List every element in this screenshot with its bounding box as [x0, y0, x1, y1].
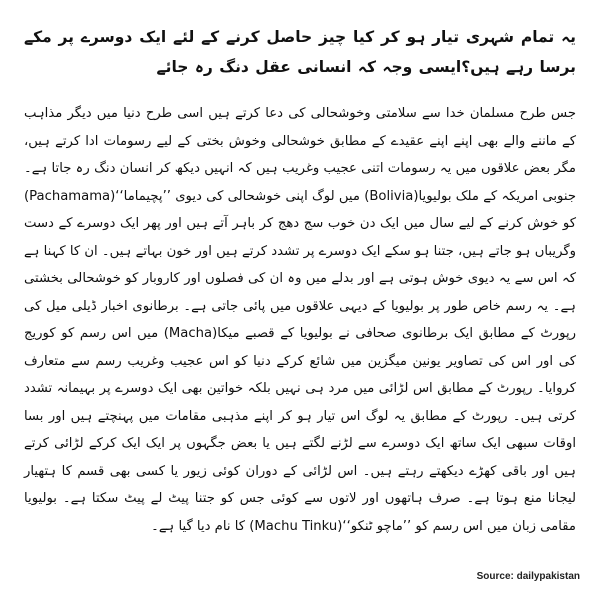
source-credit: Source: dailypakistan: [476, 571, 580, 582]
article-body: جس طرح مسلمان خدا سے سلامتی وخوشحالی کی دعا کرتے ہیں اسی طرح دنیا میں دیگر مذاہب کے ماننے والے بھی اپنے اپنے عقیدے کے مطابق خوشحالی وخوش بختی کے لیے رسومات ادا کرتے ہیں، مگر بعض علاقوں میں یہ رسومات اتنی عجیب وغریب ہیں کہ انہیں دیکھ کر انسان دنگ رہ جاتا ہے۔ جنوبی امریکہ کے ملک بولیویا(Bolivia) میں لوگ اپنی خوشحالی کی دیوی ’’پچیماما‘‘(Pachamama) کو خوش کرنے کے لیے سال میں ایک دن خوب سج دھج کر باہر آتے ہیں اور پھر ایک دوسرے کے دست وگریباں ہو جاتے ہیں، جتنا ہو سکے ایک دوسرے پر تشدد کرتے ہیں اور خون بہاتے ہیں۔ ان کا کہنا ہے کہ اس سے یہ دیوی خوش ہوتی ہے اور بدلے میں وہ ان کی فصلوں اور کاروبار کو خوشحالی بخشتی ہے۔ یہ رسم خاص طور پر بولیویا کے دیہی علاقوں میں پائی جاتی ہے۔ برطانوی اخبار ڈیلی میل کی رپورٹ کے مطابق ایک برطانوی صحافی نے بولیویا کے قصبے میکا(Macha) میں اس رسم کو کوریج کی اور اس کی تصاویر یونین میگزین میں شائع کرکے دنیا کو اس عجیب وغریب رسم سے متعارف کروایا۔ رپورٹ کے مطابق اس لڑائی میں مرد ہی نہیں بلکہ خواتین بھی ایک دوسرے پر بہیمانہ تشدد کرتی ہیں۔ رپورٹ کے مطابق یہ لوگ اس تیار ہو کر اپنے مذہبی مقامات میں پہنچتے ہیں اور بسا اوقات سبھی ایک ساتھ ایک دوسرے سے لڑنے لگتے ہیں یا بعض جگہوں پر ایک ایک کرکے لڑائی کرتے ہیں اور باقی کھڑے دیکھتے رہتے ہیں۔ اس لڑائی کے دوران کوئی زیور یا کسی بھی قسم کا ہتھیار لیجانا منع ہوتا ہے۔ صرف ہاتھوں اور لاتوں سے کوئی جس کو جتنا پیٹ لے پیٹ سکتا ہے۔ بولیویا مقامی زبان میں اس رسم کو ’’ماچو ٹنکو‘‘(Machu Tinku) کا نام دیا گیا ہے۔: [24, 106, 576, 534]
article-heading: یہ تمام شہری تیار ہو کر کیا چیز حاصل کرنے کے لئے ایک دوسرے پر مکے برسا رہے ہیں؟ایسی وجہ کہ انسانی عقل دنگ رہ جائے: [24, 28, 576, 76]
